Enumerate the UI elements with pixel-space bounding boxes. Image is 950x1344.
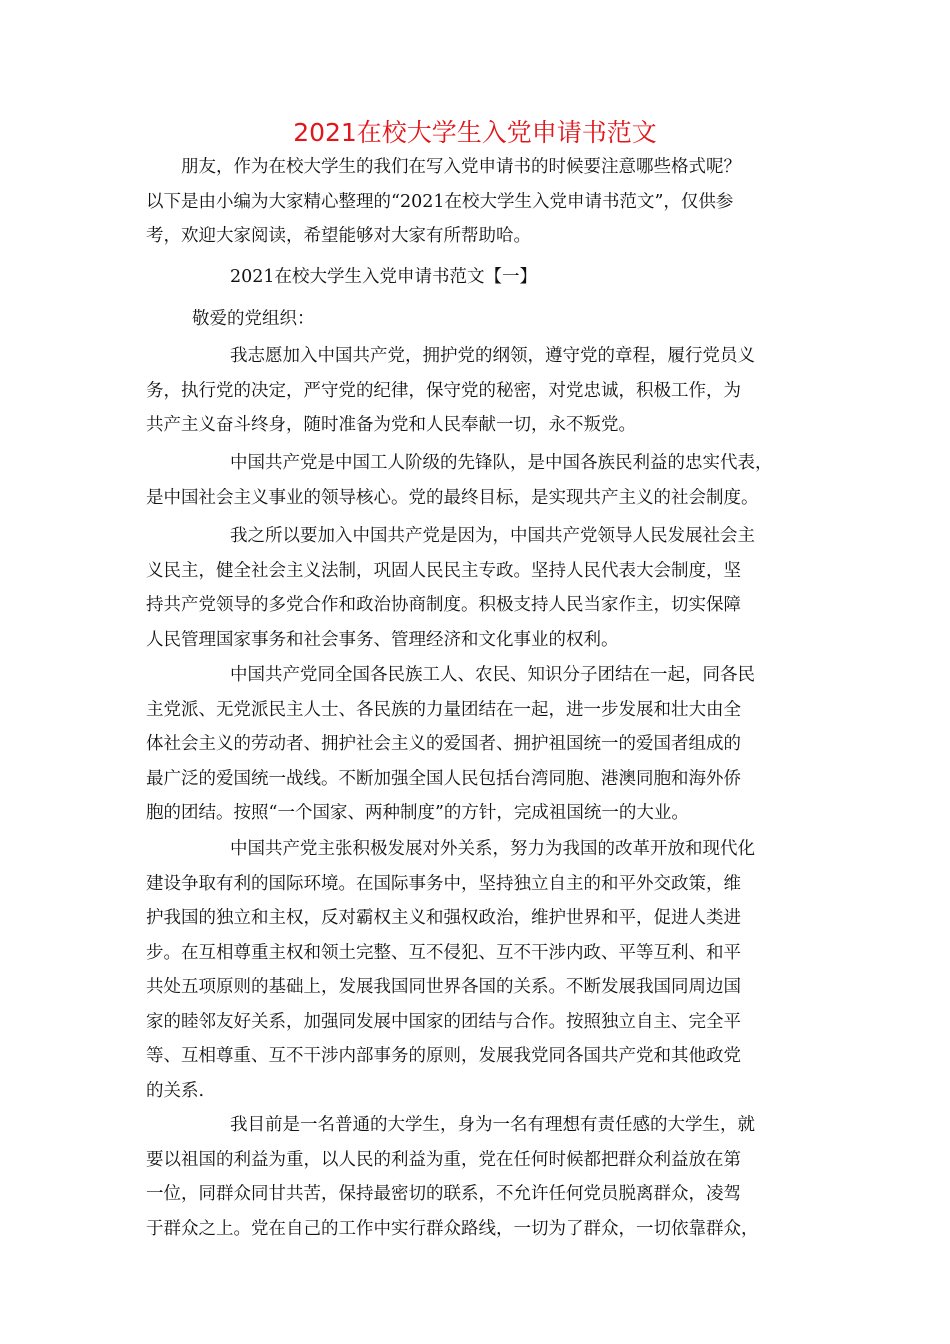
paragraph-4 <box>146 658 806 831</box>
intro-paragraph <box>146 150 806 254</box>
intro-line: 朋友，作为在校大学生的我们在写入党申请书的时候要注意哪些格式呢？ <box>181 157 741 177</box>
intro-line: 考，欢迎大家阅读，希望能够对大家有所帮助哈。 <box>146 226 531 246</box>
paragraph-line: 步。在互相尊重主权和领土完整、互不侵犯、互不干涉内政、平等互利、和平 <box>146 942 741 963</box>
paragraph-2 <box>146 446 806 515</box>
paragraph-line: 务，执行党的决定，严守党的纪律，保守党的秘密，对党忠诚，积极工作，为 <box>146 380 741 401</box>
paragraph-1 <box>146 339 806 443</box>
paragraph-line: 一位，同群众同甘共苦，保持最密切的联系，不允许任何党员脱离群众，凌驾 <box>146 1184 741 1204</box>
paragraph-line: 等、互相尊重、互不干涉内部事务的原则，发展我党同各国共产党和其他政党 <box>146 1046 741 1066</box>
paragraph-line: 护我国的独立和主权，反对霸权主义和强权政治，维护世界和平，促进人类进 <box>146 908 741 928</box>
paragraph-line: 我目前是一名普通的大学生，身为一名有理想有责任感的大学生，就 <box>230 1115 755 1135</box>
paragraph-line: 家的睦邻友好关系，加强同发展中国家的团结与合作。按照独立自主、完全平 <box>146 1011 741 1032</box>
paragraph-line: 体社会主义的劳动者、拥护社会主义的爱国者、拥护祖国统一的爱国者组成的 <box>146 734 741 754</box>
paragraph-line: 中国共产党同全国各民族工人、农民、知识分子团结在一起，同各民 <box>230 665 755 685</box>
intro-line: 以下是由小编为大家精心整理的“2021在校大学生入党申请书范文”，仅供参 <box>146 191 734 212</box>
paragraph-line: 胞的团结。按照“一个国家、两种制度”的方针，完成祖国统一的大业。 <box>146 803 689 823</box>
paragraph-line: 要以祖国的利益为重，以人民的利益为重，党在任何时候都把群众利益放在第 <box>146 1149 741 1170</box>
paragraph-line: 我之所以要加入中国共产党是因为，中国共产党领导人民发展社会主 <box>230 526 755 546</box>
paragraph-5 <box>146 832 806 1108</box>
salutation-block <box>146 302 806 337</box>
salutation: 敬爱的党组织： <box>192 309 315 329</box>
paragraph-line: 中国共产党主张积极发展对外关系，努力为我国的改革开放和现代化 <box>230 839 755 859</box>
section-heading: 2021在校大学生入党申请书范文【一】 <box>230 267 538 287</box>
paragraph-line: 最广泛的爱国统一战线。不断加强全国人民包括台湾同胞、港澳同胞和海外侨 <box>146 768 741 789</box>
paragraph-line: 持共产党领导的多党合作和政治协商制度。积极支持人民当家作主，切实保障 <box>146 595 741 615</box>
section-heading-block <box>146 260 806 295</box>
paragraph-line: 中国共产党是中国工人阶级的先锋队，是中国各族民利益的忠实代表， <box>230 453 773 473</box>
paragraph-line: 的关系. <box>146 1080 205 1101</box>
paragraph-3 <box>146 519 806 657</box>
paragraph-line: 共处五项原则的基础上，发展我国同世界各国的关系。不断发展我国同周边国 <box>146 977 741 997</box>
paragraph-line: 于群众之上。党在自己的工作中实行群众路线，一切为了群众，一切依靠群众， <box>146 1218 759 1239</box>
paragraph-line: 义民主，健全社会主义法制，巩固人民民主专政。坚持人民代表大会制度，坚 <box>146 560 741 581</box>
paragraph-line: 共产主义奋斗终身，随时准备为党和人民奉献一切，永不叛党。 <box>146 415 636 435</box>
paragraph-line: 建设争取有利的国际环境。在国际事务中，坚持独立自主的和平外交政策，维 <box>146 873 741 894</box>
paragraph-6 <box>146 1108 806 1246</box>
paragraph-line: 人民管理国家事务和社会事务、管理经济和文化事业的权利。 <box>146 629 619 650</box>
paragraph-line: 我志愿加入中国共产党，拥护党的纲领，遵守党的章程，履行党员义 <box>230 346 755 366</box>
paragraph-line: 主党派、无党派民主人士、各民族的力量团结在一起，进一步发展和壮大由全 <box>146 699 741 720</box>
document-title: 2021在校大学生入党申请书范文 <box>293 118 657 147</box>
paragraph-line: 是中国社会主义事业的领导核心。党的最终目标，是实现共产主义的社会制度。 <box>146 487 759 508</box>
